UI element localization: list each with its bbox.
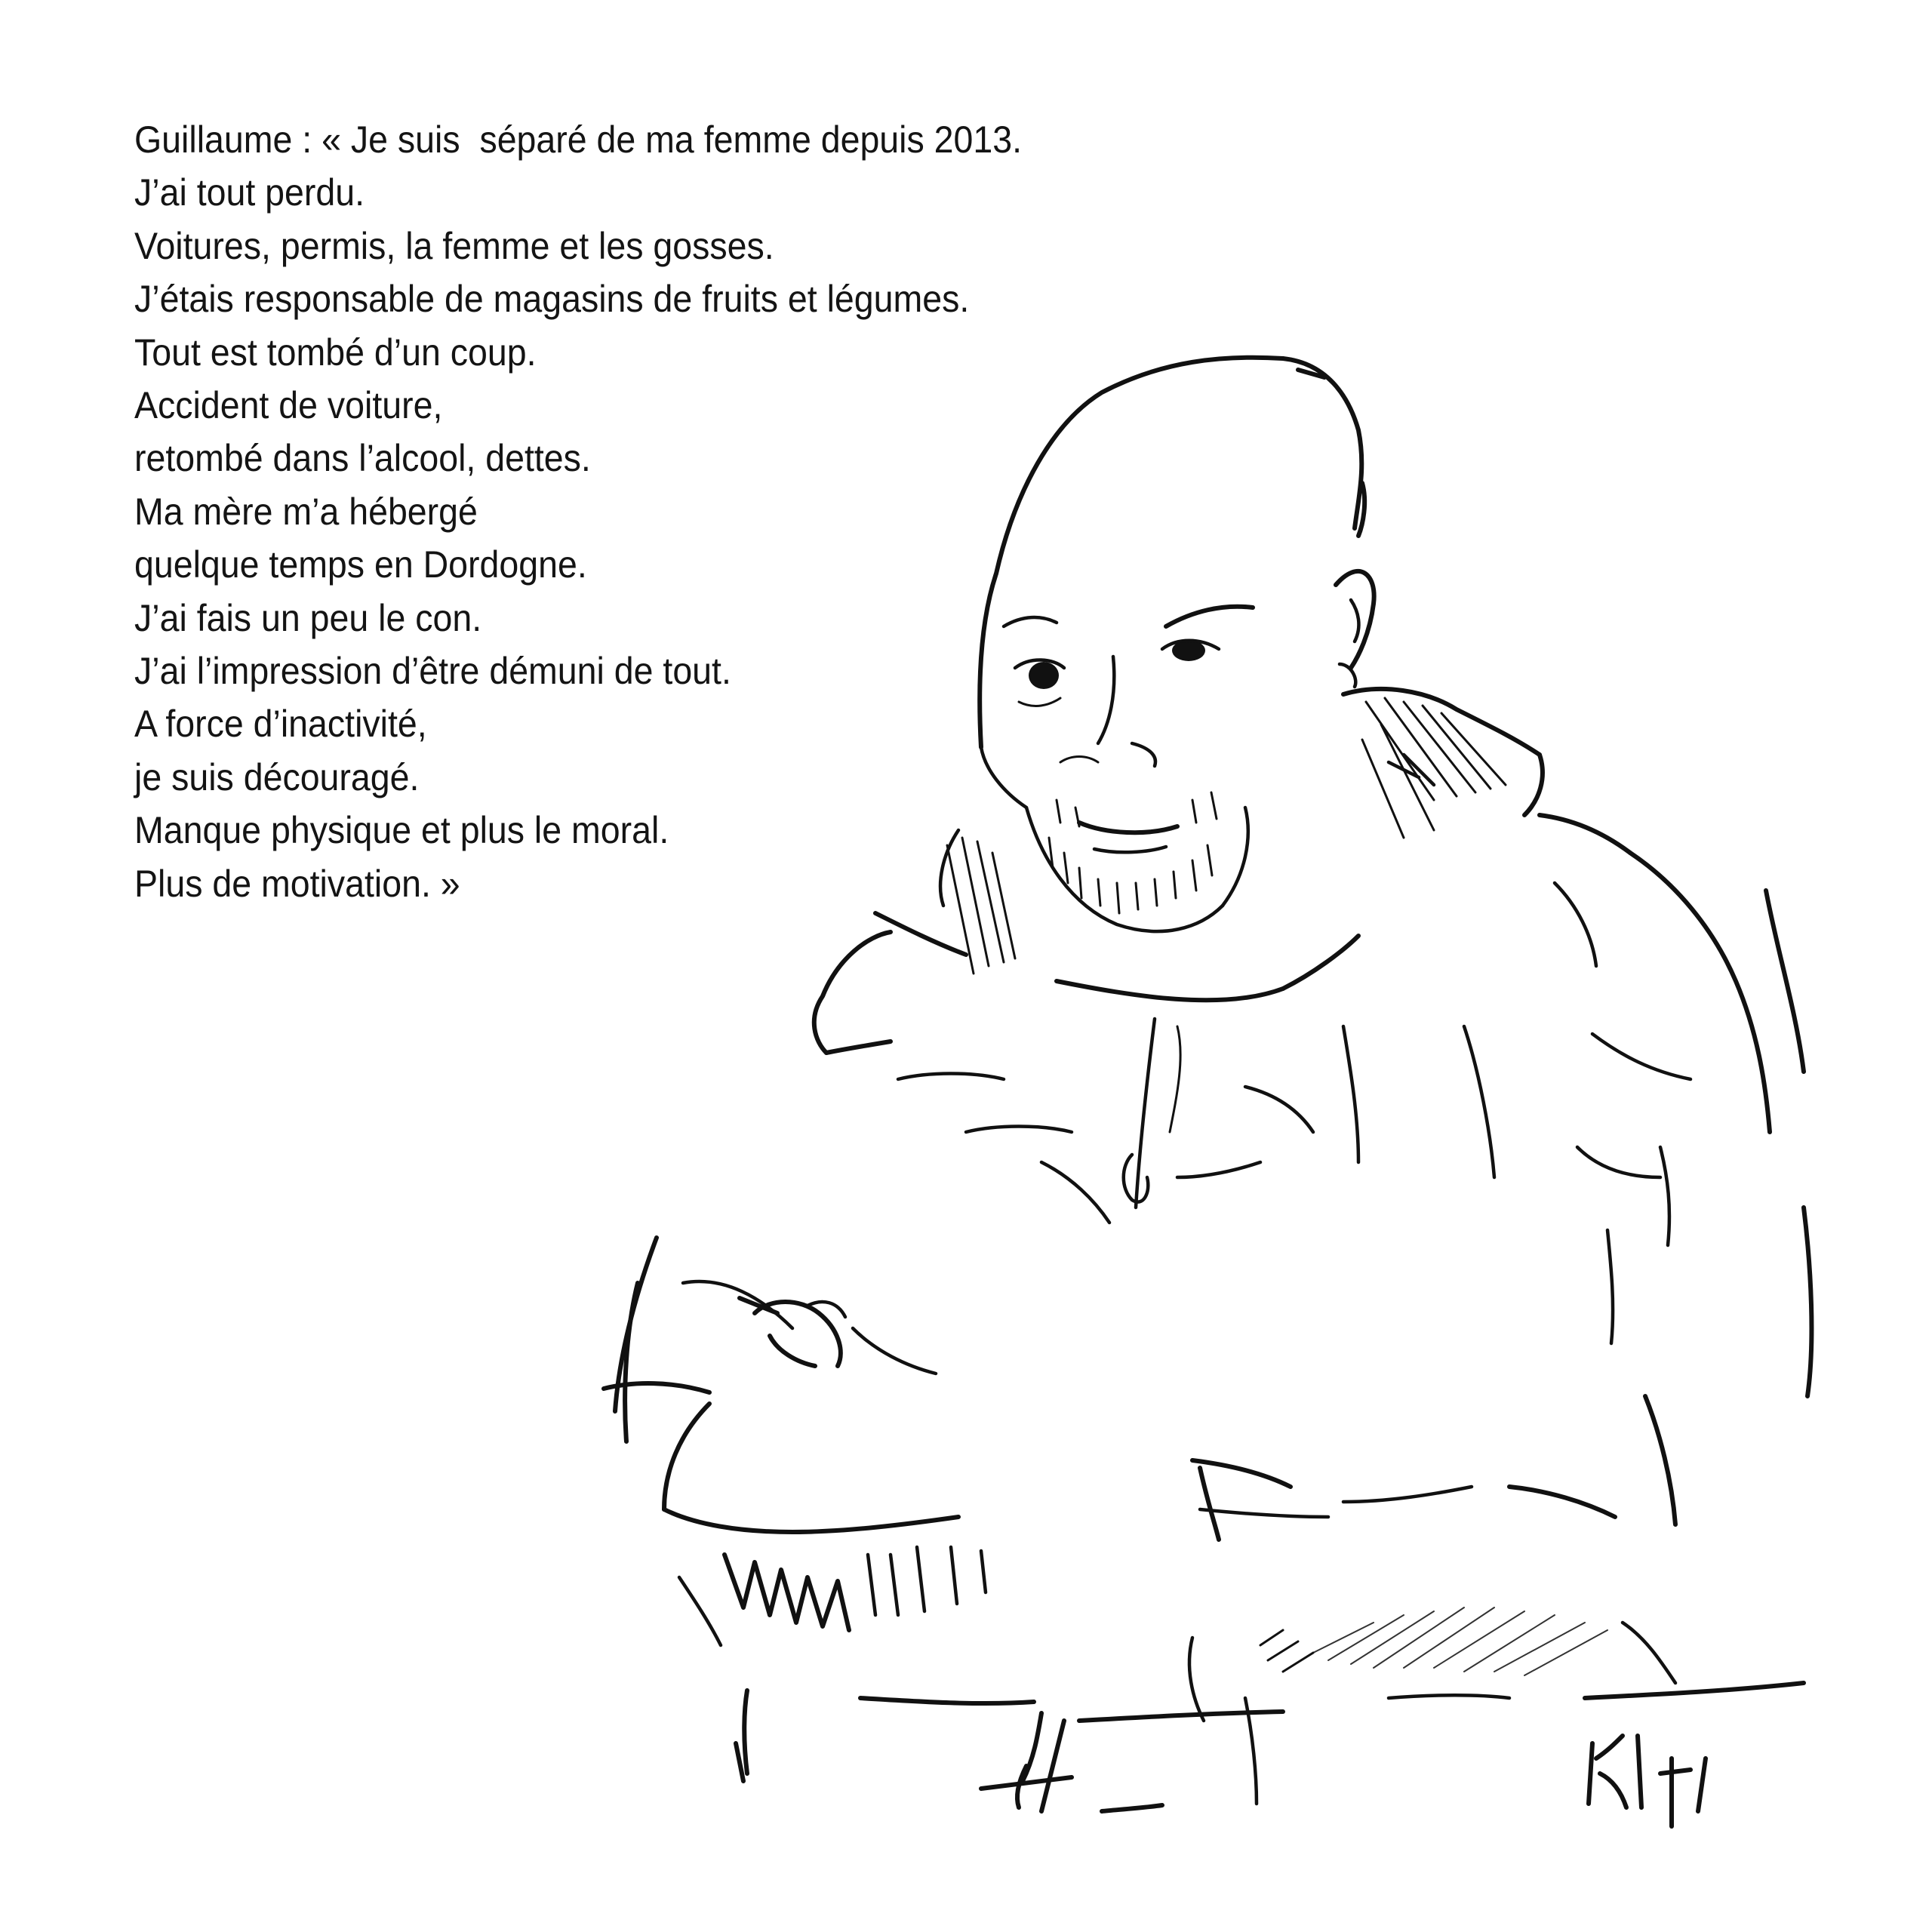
quote-line: quelque temps en Dordogne.	[134, 543, 587, 586]
quote-line: Manque physique et plus le moral.	[134, 809, 669, 852]
quote-line: A force d’inactivité,	[134, 703, 427, 746]
quote-line: retombé dans l’alcool, dettes.	[134, 437, 591, 480]
crossed-arms	[604, 1238, 1675, 1540]
quote-line: J’ai fais un peu le con.	[134, 596, 482, 639]
quote-line: Voitures, permis, la femme et les gosses.	[134, 224, 774, 267]
jacket-body	[814, 815, 1812, 1396]
quote-line: Plus de motivation. »	[134, 862, 460, 905]
quote-line: J’ai l’impression d’être démuni de tout.	[134, 650, 731, 693]
quote-line: Accident de voiture,	[134, 384, 443, 427]
artist-signature	[1589, 1736, 1706, 1826]
quote-line: je suis découragé.	[134, 755, 420, 798]
beard	[1026, 792, 1248, 931]
quote-line: J’ai tout perdu.	[134, 171, 365, 214]
quote-line: J’étais responsable de magasins de fruits et légumes.	[134, 278, 970, 321]
quote-line: Tout est tombé d’un coup.	[134, 331, 537, 374]
lower-hatching	[679, 1547, 1804, 1811]
quote-line: Ma mère m’a hébergé	[134, 490, 478, 533]
quote-line: Guillaume : « Je suis séparé de ma femme depuis 2013.	[134, 118, 1023, 161]
head-outline	[980, 358, 1374, 808]
